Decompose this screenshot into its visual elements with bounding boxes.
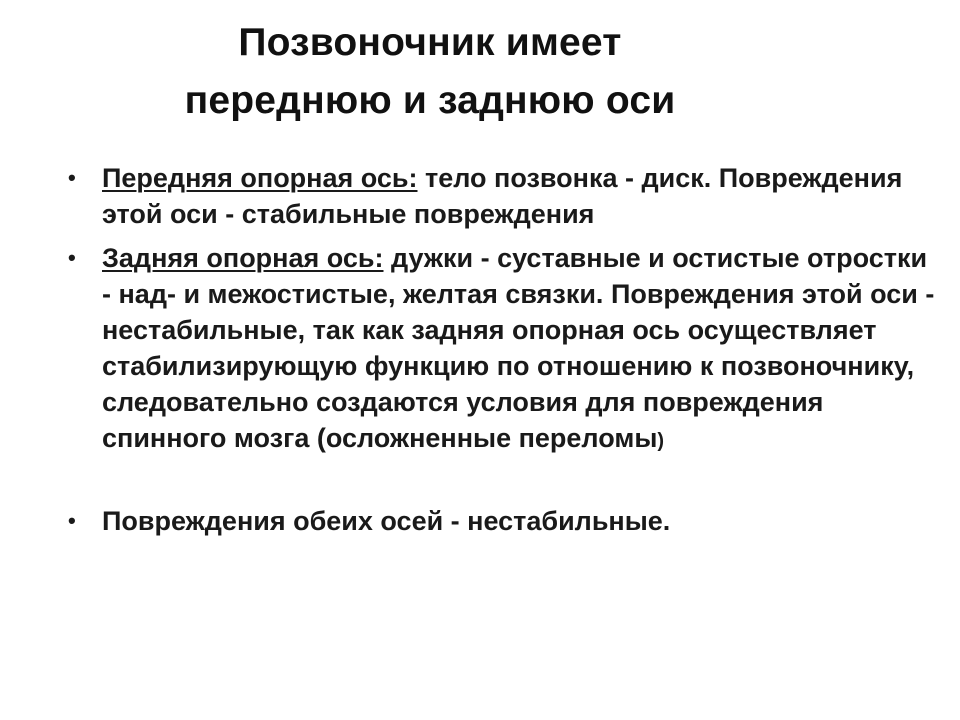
- bullet-text: дужки - суставные и остистые отростки - над- и межостистые, желтая связки. Повреждения этой оси - нестабильные, так как задняя опорная ось осуществляет стабилизирующую функцию по отношению к позвоночнику, следовательно создаются условия для повреждения спинного мозга (осложненные переломы: [102, 243, 935, 453]
- bullet-text: тело позвонка - диск. Повреждения этой оси - стабильные повреждения: [102, 163, 903, 229]
- bullet-item-anterior-axis: [62, 160, 942, 232]
- bullet-item-posterior-axis: [62, 240, 942, 459]
- bullet-list: [62, 160, 942, 547]
- slide-title: [100, 14, 760, 130]
- title-line-2: переднюю и заднюю оси: [184, 79, 676, 122]
- bullet-term: Задняя опорная ось:: [102, 243, 384, 273]
- bullet-dot-icon: •: [68, 245, 76, 270]
- bullet-text: Повреждения обеих осей - нестабильные.: [102, 506, 671, 536]
- bullet-item-both-axes: [62, 503, 942, 539]
- bullet-dot-icon: •: [68, 508, 76, 533]
- title-line-1: Позвоночник имеет: [238, 21, 622, 64]
- bullet-text-tail: ): [657, 430, 665, 452]
- bullet-dot-icon: •: [68, 165, 76, 190]
- bullet-term: Передняя опорная ось:: [102, 163, 418, 193]
